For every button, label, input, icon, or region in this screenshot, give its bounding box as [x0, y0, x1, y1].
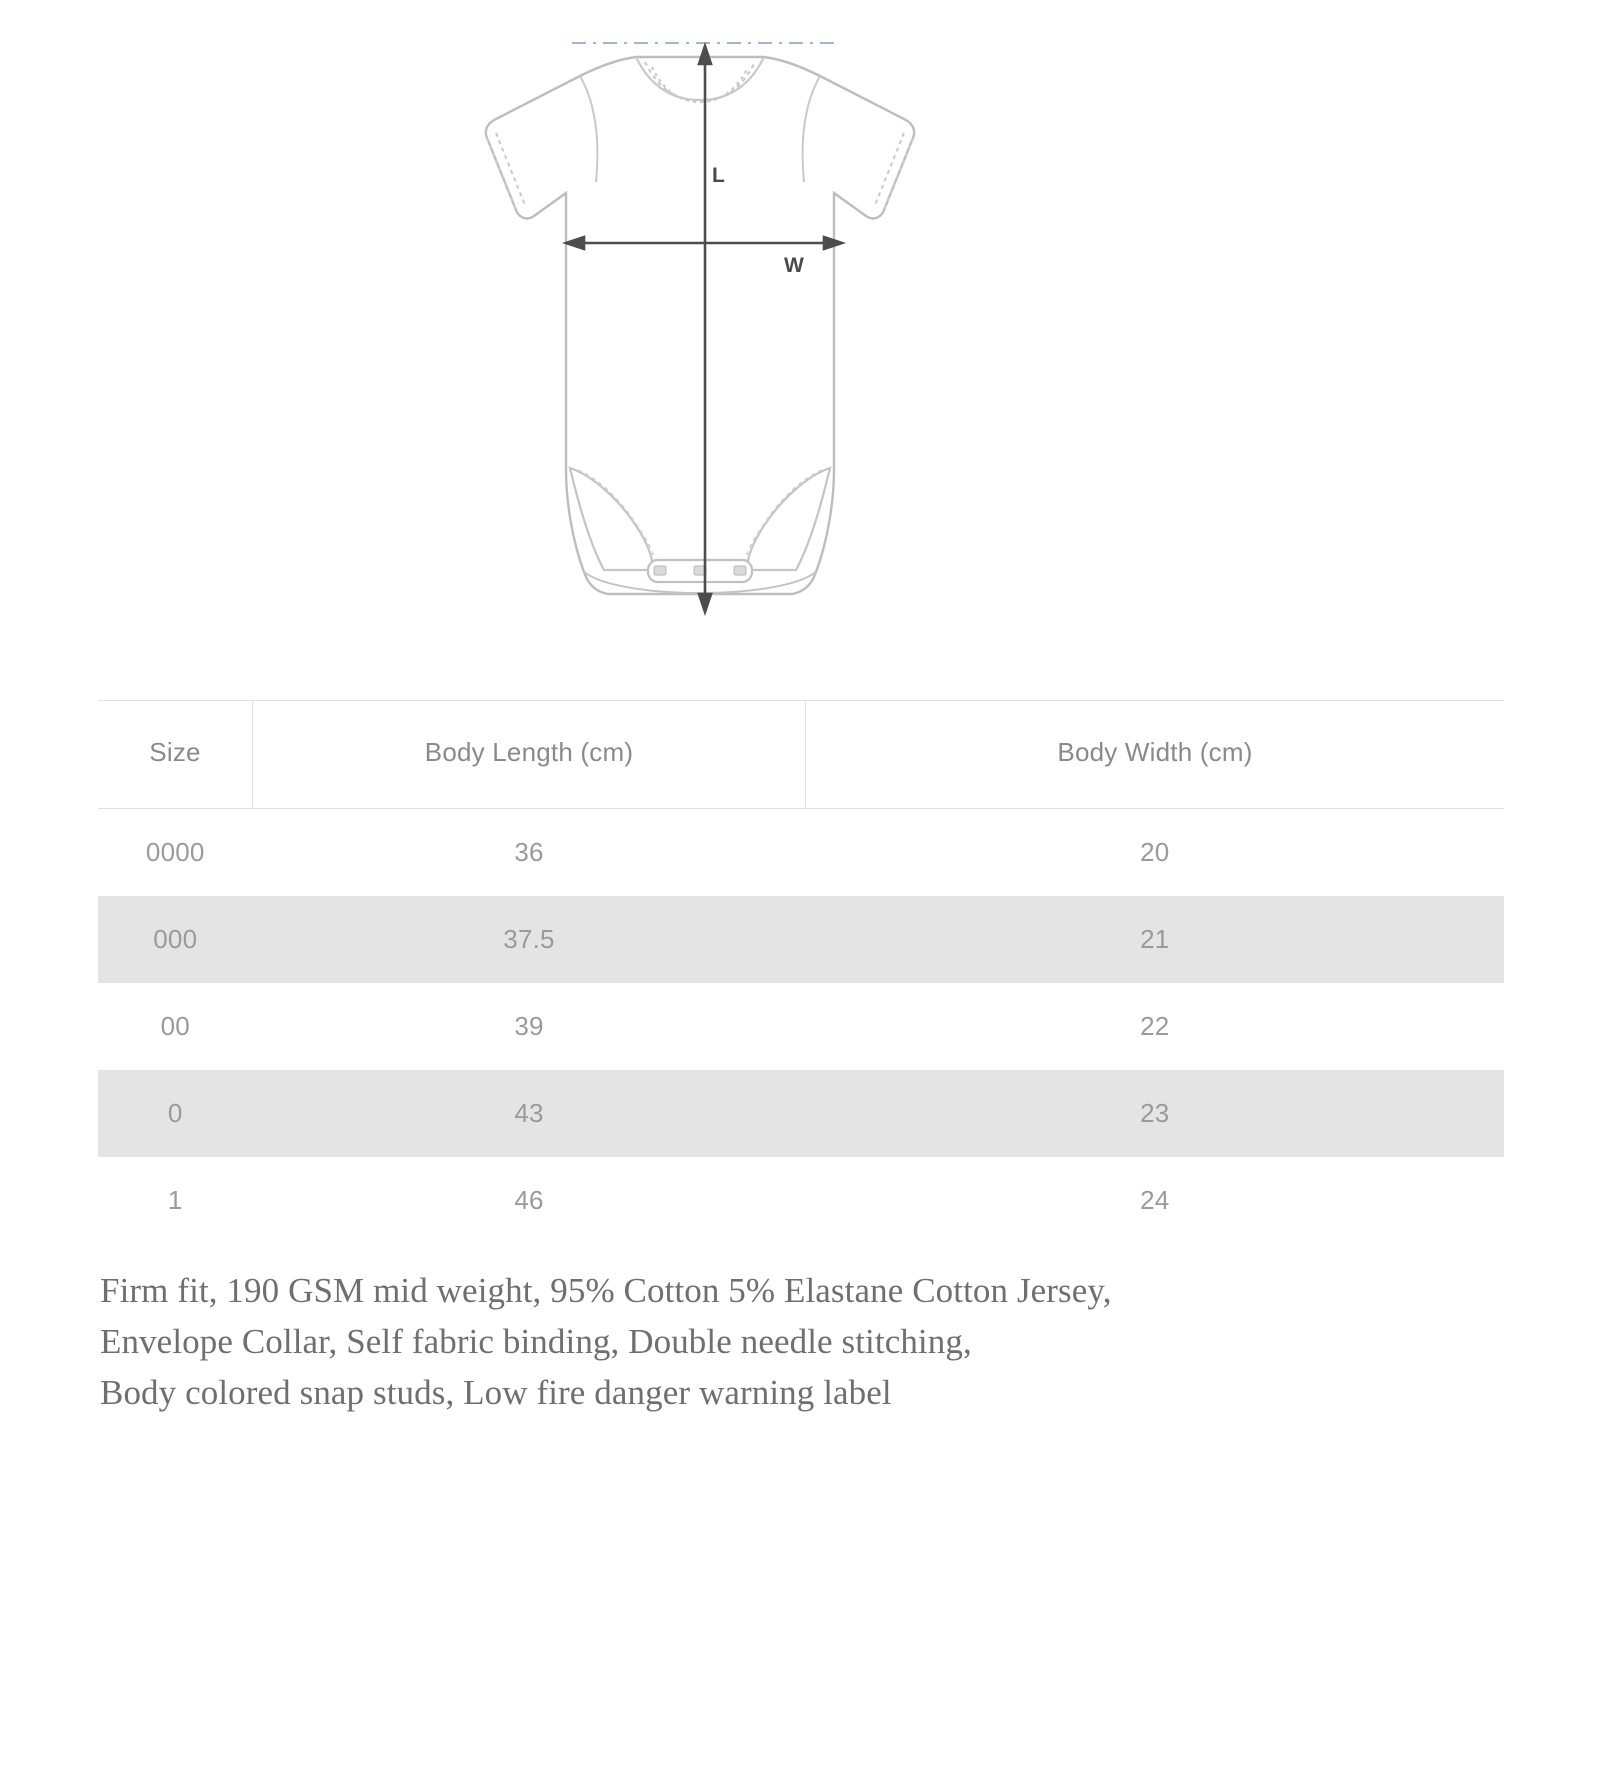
cell-body-length: 37.5	[253, 896, 806, 983]
garment-diagram	[0, 0, 1600, 700]
cell-size: 00	[160, 1011, 190, 1041]
column-header-body-length: Body Length (cm)	[253, 701, 806, 809]
cell-body-width: 21	[806, 896, 1505, 983]
size-table-zone	[0, 700, 1600, 1244]
table-row	[98, 896, 1504, 983]
garment-diagram-svg	[0, 0, 1600, 700]
description-line-1: Firm fit, 190 GSM mid weight, 95% Cotton 5% Elastane Cotton Jersey,	[100, 1271, 1112, 1310]
bodysuit-outline	[486, 57, 914, 594]
size-table-body	[98, 809, 1504, 1245]
table-row	[98, 809, 1504, 897]
width-label: W	[784, 254, 804, 277]
cell-size: 000	[98, 896, 253, 983]
cell-body-length: 46	[514, 1185, 544, 1215]
description-line-2: Envelope Collar, Self fabric binding, Double needle stitching,	[100, 1321, 972, 1361]
cell-body-length: 43	[253, 1070, 806, 1157]
table-header-row	[98, 701, 1504, 809]
snap-stud	[654, 566, 666, 575]
cell-body-length: 36	[514, 837, 544, 867]
cell-size: 0	[98, 1070, 253, 1157]
table-row	[98, 983, 1504, 1070]
cell-body-width: 24	[1140, 1185, 1170, 1215]
cell-body-length: 39	[514, 1011, 544, 1041]
cell-body-width: 22	[1140, 1011, 1170, 1041]
table-row	[98, 1070, 1504, 1157]
cell-body-width: 20	[1140, 837, 1170, 867]
table-row	[98, 1157, 1504, 1244]
length-label: L	[712, 164, 725, 187]
column-header-body-width: Body Width (cm)	[806, 701, 1505, 809]
size-table	[98, 700, 1504, 1244]
column-header-size: Size	[98, 701, 253, 809]
size-table-head	[98, 701, 1504, 809]
snap-panel	[648, 560, 752, 582]
cell-size: 1	[167, 1185, 183, 1215]
cell-body-width: 23	[806, 1070, 1505, 1157]
snap-stud	[734, 566, 746, 575]
product-description	[0, 1244, 1600, 1458]
description-line-3: Body colored snap studs, Low fire danger warning label	[100, 1372, 892, 1412]
cell-size: 0000	[145, 837, 205, 867]
